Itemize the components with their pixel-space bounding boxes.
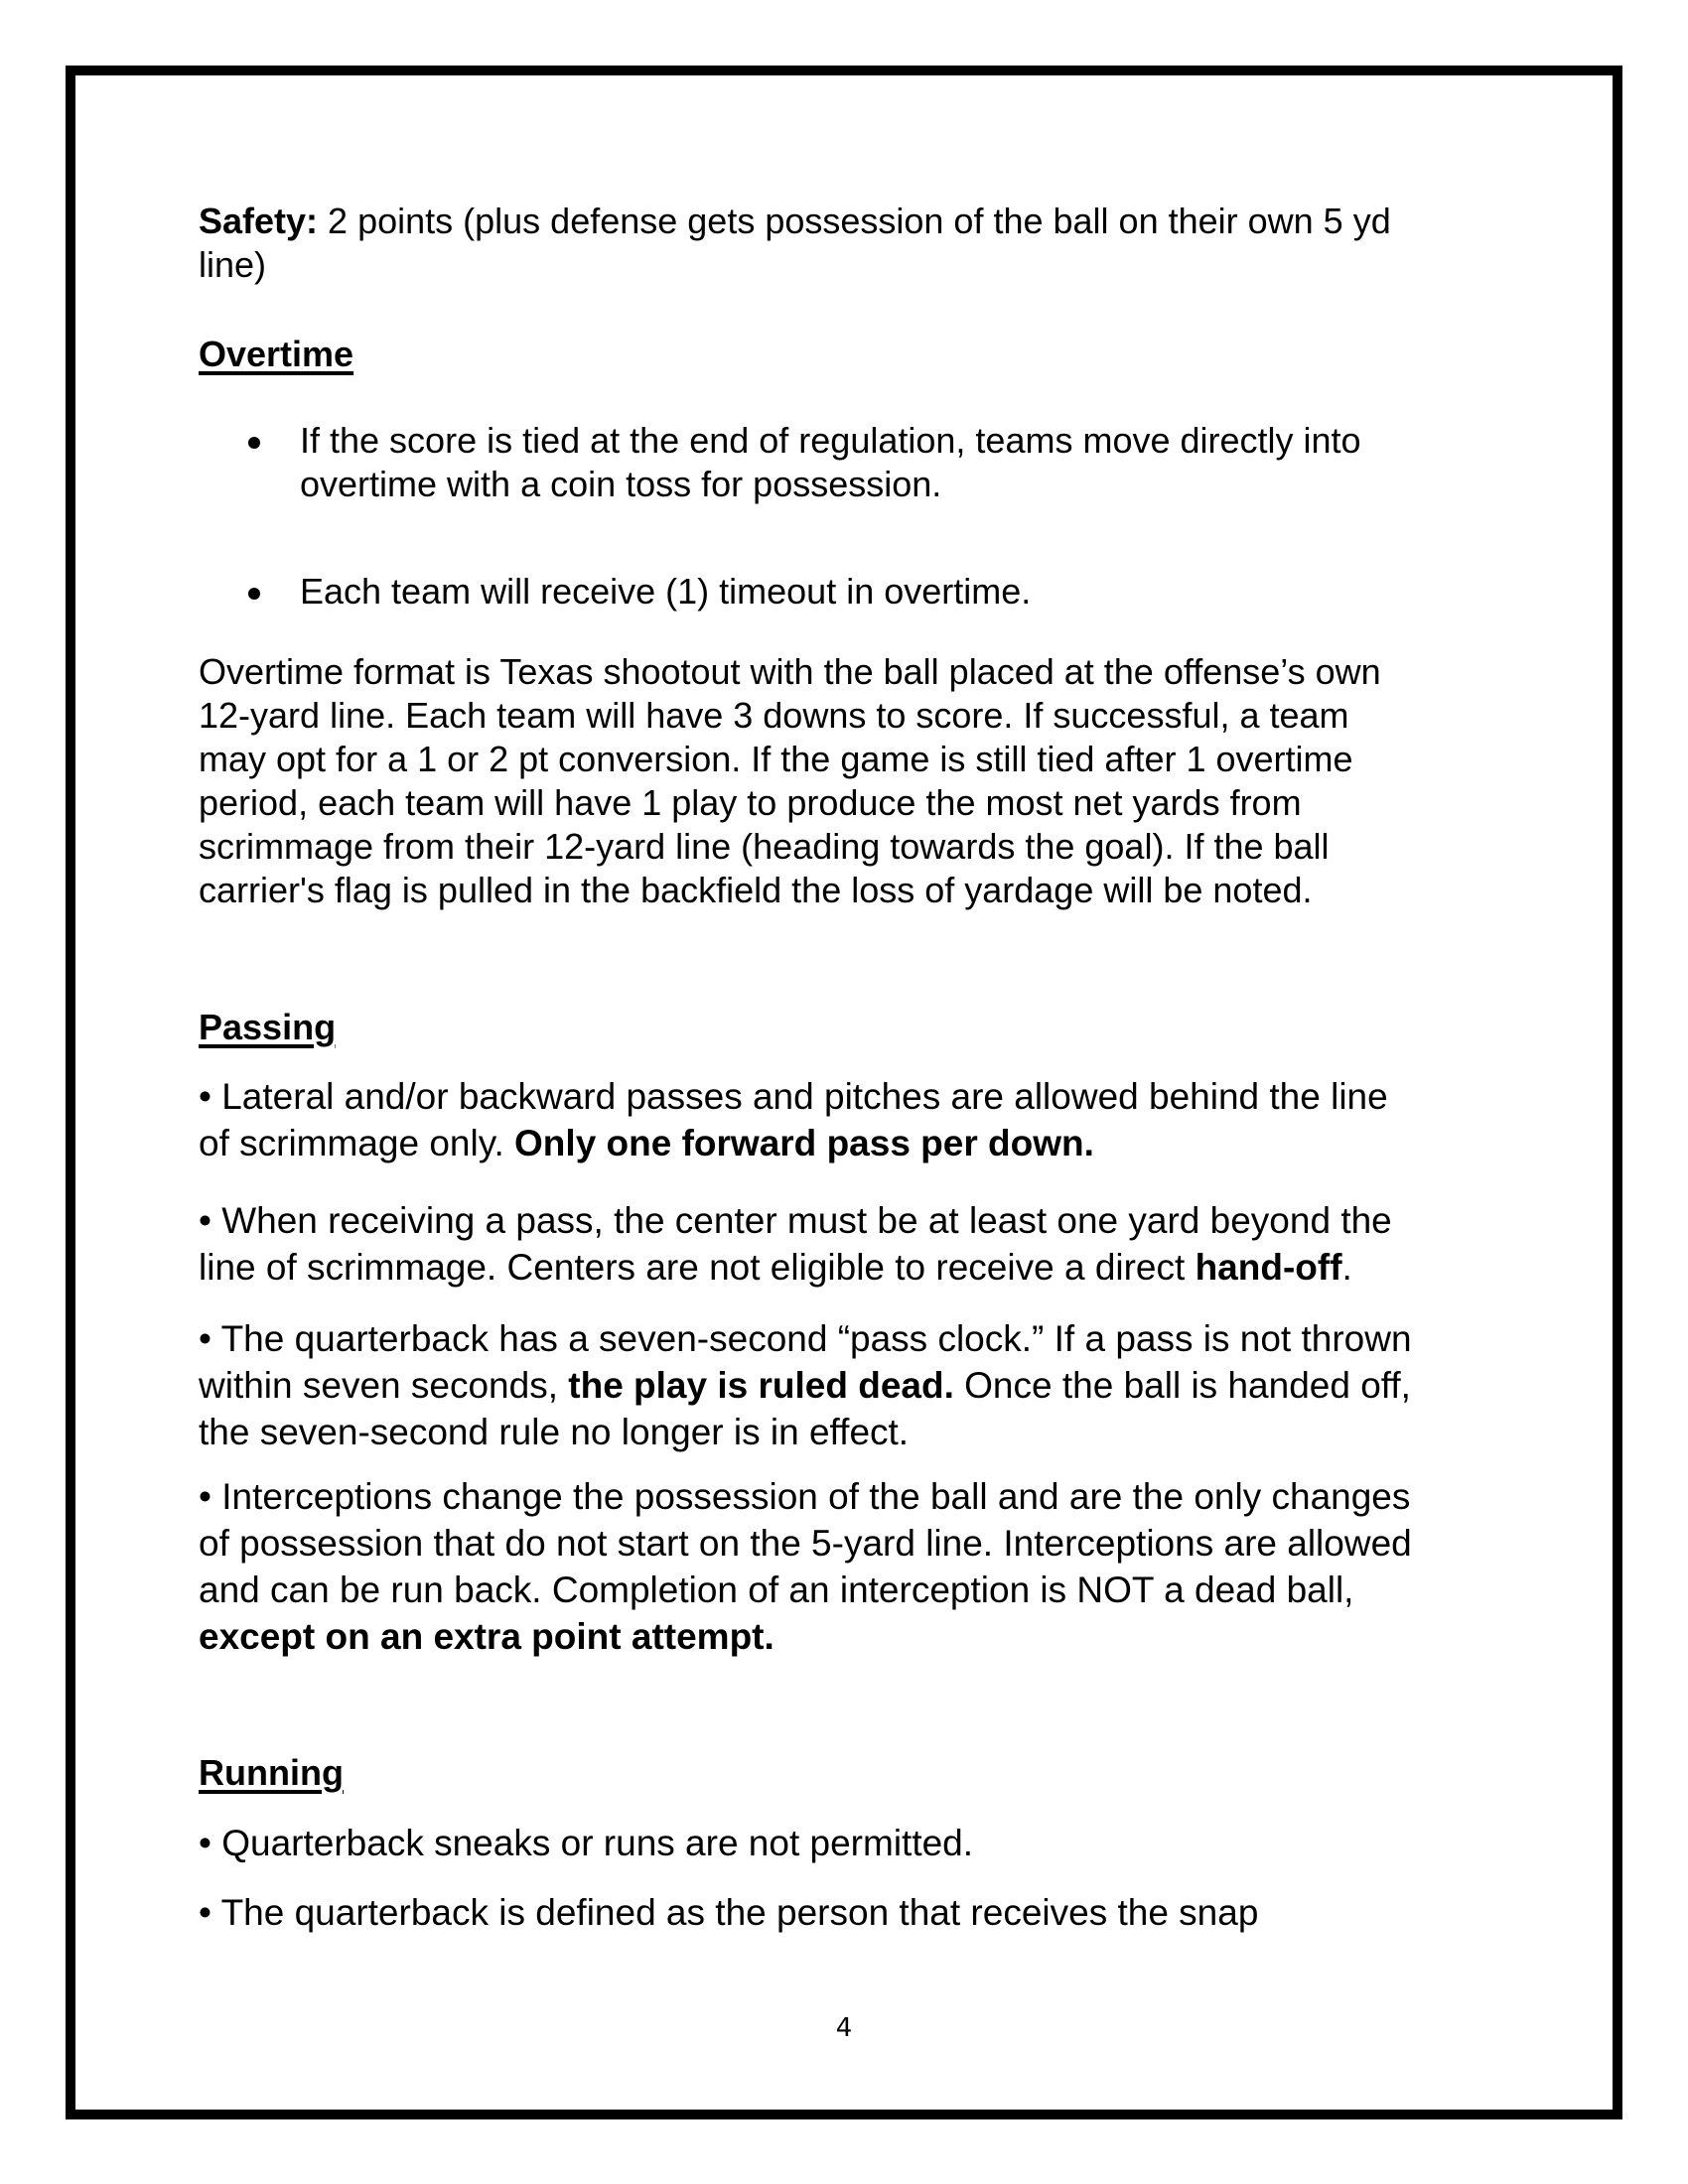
running-section-heading — [199, 1751, 344, 1795]
rule-line: • The quarterback is defined as the person that receives the snap — [199, 1892, 1259, 1933]
rule-text: within seven seconds, — [199, 1365, 569, 1406]
rule-text: . — [1341, 1247, 1352, 1288]
rule-line: • The quarterback has a seven-second “pass clock.” If a pass is not thrown — [199, 1318, 1412, 1359]
safety-rule — [199, 200, 1391, 287]
rule-line: • When receiving a pass, the center must be at least one yard beyond the — [199, 1200, 1392, 1241]
paragraph-line: 12-yard line. Each team will have 3 downs to score. If successful, a team — [199, 695, 1349, 736]
passing-rule-4 — [199, 1473, 1412, 1660]
paragraph-line: may opt for a 1 or 2 pt conversion. If the game is still tied after 1 overtime — [199, 739, 1353, 779]
bullet-1-line-1: If the score is tied at the end of regulation, teams move directly into — [300, 420, 1361, 461]
passing-heading: Passing — [199, 1007, 337, 1047]
running-rule-1 — [199, 1820, 973, 1866]
rule-line: • Interceptions change the possession of the ball and are the only changes — [199, 1476, 1411, 1517]
safety-text: 2 points (plus defense gets possession of the ball on their own 5 yd — [318, 201, 1391, 241]
safety-label: Safety: — [199, 201, 319, 241]
rule-emphasis: the play is ruled dead. — [568, 1365, 954, 1406]
safety-line-2: line) — [199, 244, 267, 285]
passing-rule-2 — [199, 1197, 1392, 1291]
rule-line — [199, 1613, 1412, 1660]
rule-line: and can be run back. Completion of an interception is NOT a dead ball, — [199, 1570, 1354, 1610]
page-number: 4 — [835, 2013, 853, 2043]
rule-line — [199, 1362, 1412, 1409]
rule-line: • Lateral and/or backward passes and pitches are allowed behind the line — [199, 1076, 1388, 1117]
paragraph-line: scrimmage from their 12-yard line (heading towards the goal). If the ball — [199, 826, 1330, 867]
rule-text: line of scrimmage. Centers are not eligible to receive a direct — [199, 1247, 1196, 1288]
running-rule-2 — [199, 1889, 1258, 1936]
overtime-format-paragraph — [199, 650, 1381, 912]
passing-rule-1 — [199, 1073, 1388, 1166]
bullet-icon — [248, 588, 260, 600]
paragraph-line: carrier's flag is pulled in the backfield the loss of yardage will be noted. — [199, 870, 1313, 910]
paragraph-line: Overtime format is Texas shootout with the ball placed at the offense’s own — [199, 651, 1381, 692]
rule-emphasis: hand-off — [1195, 1247, 1342, 1288]
bullet-2-line-1: Each team will receive (1) timeout in overtime. — [300, 571, 1032, 612]
rule-emphasis: except on an extra point attempt. — [199, 1616, 774, 1657]
overtime-section-heading — [199, 333, 353, 376]
overtime-heading: Overtime — [199, 334, 354, 374]
paragraph-line: period, each team will have 1 play to produce the most net yards from — [199, 782, 1302, 823]
safety-line-1 — [199, 200, 1391, 243]
rule-line: the seven-second rule no longer is in effect. — [199, 1412, 910, 1452]
running-heading: Running — [199, 1752, 344, 1793]
passing-rule-3 — [199, 1315, 1412, 1455]
rule-line: of possession that do not start on the 5-yard line. Interceptions are allowed — [199, 1523, 1412, 1564]
rule-text: Once the ball is handed off, — [953, 1365, 1411, 1406]
bullet-icon — [248, 437, 260, 449]
rule-line — [199, 1120, 1388, 1166]
rule-text: of scrimmage only. — [199, 1123, 515, 1163]
rule-line: • Quarterback sneaks or runs are not permitted. — [199, 1823, 974, 1863]
passing-section-heading — [199, 1006, 336, 1049]
rule-emphasis: Only one forward pass per down. — [514, 1123, 1094, 1163]
bullet-1-line-2: overtime with a coin toss for possession. — [300, 464, 942, 504]
rule-line — [199, 1244, 1392, 1291]
